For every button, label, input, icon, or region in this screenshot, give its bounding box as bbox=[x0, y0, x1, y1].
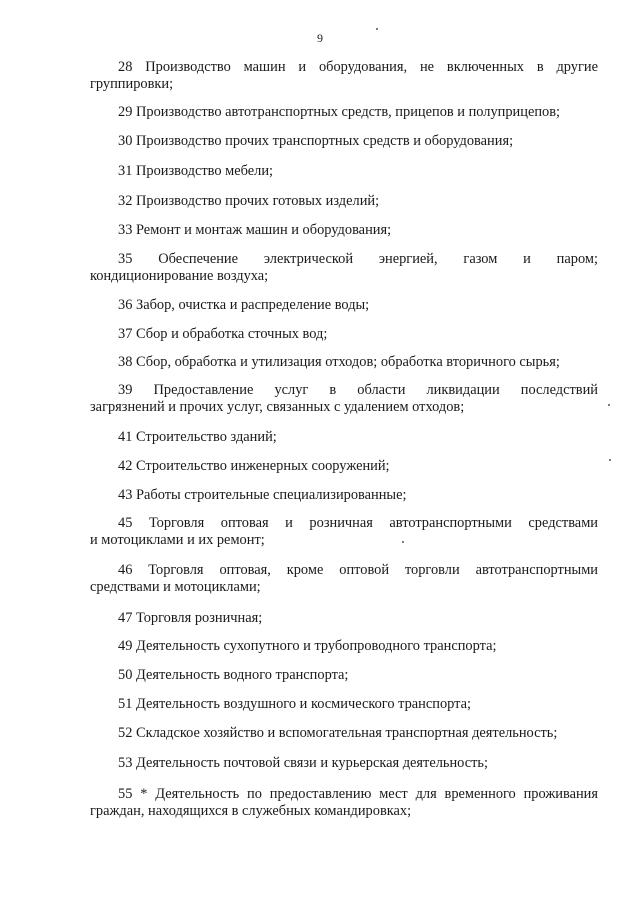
item-line: 31 Производство мебели; bbox=[118, 163, 274, 179]
scan-speck bbox=[608, 404, 610, 406]
item-line: 38 Сбор, обработка и утилизация отходов; обработка вторичного сырья; bbox=[118, 354, 560, 370]
scan-speck bbox=[376, 28, 378, 30]
item-line: 37 Сбор и обработка сточных вод; bbox=[118, 326, 328, 342]
list-item bbox=[90, 696, 598, 713]
list-item bbox=[90, 515, 598, 549]
item-line: группировки; bbox=[90, 76, 174, 92]
page-number: 9 bbox=[317, 31, 323, 45]
item-line: средствами и мотоциклами; bbox=[90, 579, 261, 595]
item-line: 45 Торговля оптовая и розничная автотранспортными средствами bbox=[118, 515, 598, 531]
item-line: граждан, находящихся в служебных командировках; bbox=[90, 803, 412, 819]
list-item bbox=[90, 725, 598, 742]
item-line: 36 Забор, очистка и распределение воды; bbox=[118, 297, 370, 313]
item-line: 50 Деятельность водного транспорта; bbox=[118, 667, 349, 683]
list-item bbox=[90, 429, 598, 446]
scan-speck bbox=[402, 541, 404, 543]
list-item bbox=[90, 251, 598, 285]
list-item bbox=[90, 326, 598, 343]
list-item bbox=[90, 638, 598, 655]
item-line: загрязнений и прочих услуг, связанных с удалением отходов; bbox=[90, 399, 465, 415]
list-item bbox=[90, 163, 598, 180]
scan-speck bbox=[609, 459, 611, 461]
list-item bbox=[90, 610, 598, 627]
item-line: 41 Строительство зданий; bbox=[118, 429, 277, 445]
list-item bbox=[90, 562, 598, 596]
list-item bbox=[90, 297, 598, 314]
list-item bbox=[90, 667, 598, 684]
item-line: 42 Строительство инженерных сооружений; bbox=[118, 458, 390, 474]
list-item bbox=[90, 133, 598, 150]
item-line: 39 Предоставление услуг в области ликвидации последствий bbox=[118, 382, 598, 398]
list-item bbox=[90, 487, 598, 504]
item-line: 52 Складское хозяйство и вспомогательная транспортная деятельность; bbox=[118, 725, 558, 741]
item-line: 43 Работы строительные специализированные; bbox=[118, 487, 407, 503]
item-line: 32 Производство прочих готовых изделий; bbox=[118, 193, 380, 209]
list-item bbox=[90, 755, 598, 772]
item-line: 51 Деятельность воздушного и космического транспорта; bbox=[118, 696, 472, 712]
list-item bbox=[90, 104, 598, 121]
list-item bbox=[90, 786, 598, 820]
item-line: 53 Деятельность почтовой связи и курьерская деятельность; bbox=[118, 755, 488, 771]
item-line: 55 * Деятельность по предоставлению мест для временного проживания bbox=[118, 786, 598, 802]
list-item bbox=[90, 354, 598, 371]
item-line: 47 Торговля розничная; bbox=[118, 610, 263, 626]
item-line: 46 Торговля оптовая, кроме оптовой торговли автотранспортными bbox=[118, 562, 598, 578]
list-item bbox=[90, 458, 598, 475]
item-line: 49 Деятельность сухопутного и трубопроводного транспорта; bbox=[118, 638, 497, 654]
item-line: 28 Производство машин и оборудования, не включенных в другие bbox=[118, 59, 598, 75]
item-line: кондиционирование воздуха; bbox=[90, 268, 269, 284]
item-line: 29 Производство автотранспортных средств, прицепов и полуприцепов; bbox=[118, 104, 561, 120]
list-item bbox=[90, 382, 598, 416]
item-line: 30 Производство прочих транспортных средств и оборудования; bbox=[118, 133, 514, 149]
list-item bbox=[90, 59, 598, 93]
list-item bbox=[90, 222, 598, 239]
item-line: 35 Обеспечение электрической энергией, газом и паром; bbox=[118, 251, 598, 267]
item-line: 33 Ремонт и монтаж машин и оборудования; bbox=[118, 222, 392, 238]
list-item bbox=[90, 193, 598, 210]
item-line: и мотоциклами и их ремонт; bbox=[90, 532, 265, 548]
